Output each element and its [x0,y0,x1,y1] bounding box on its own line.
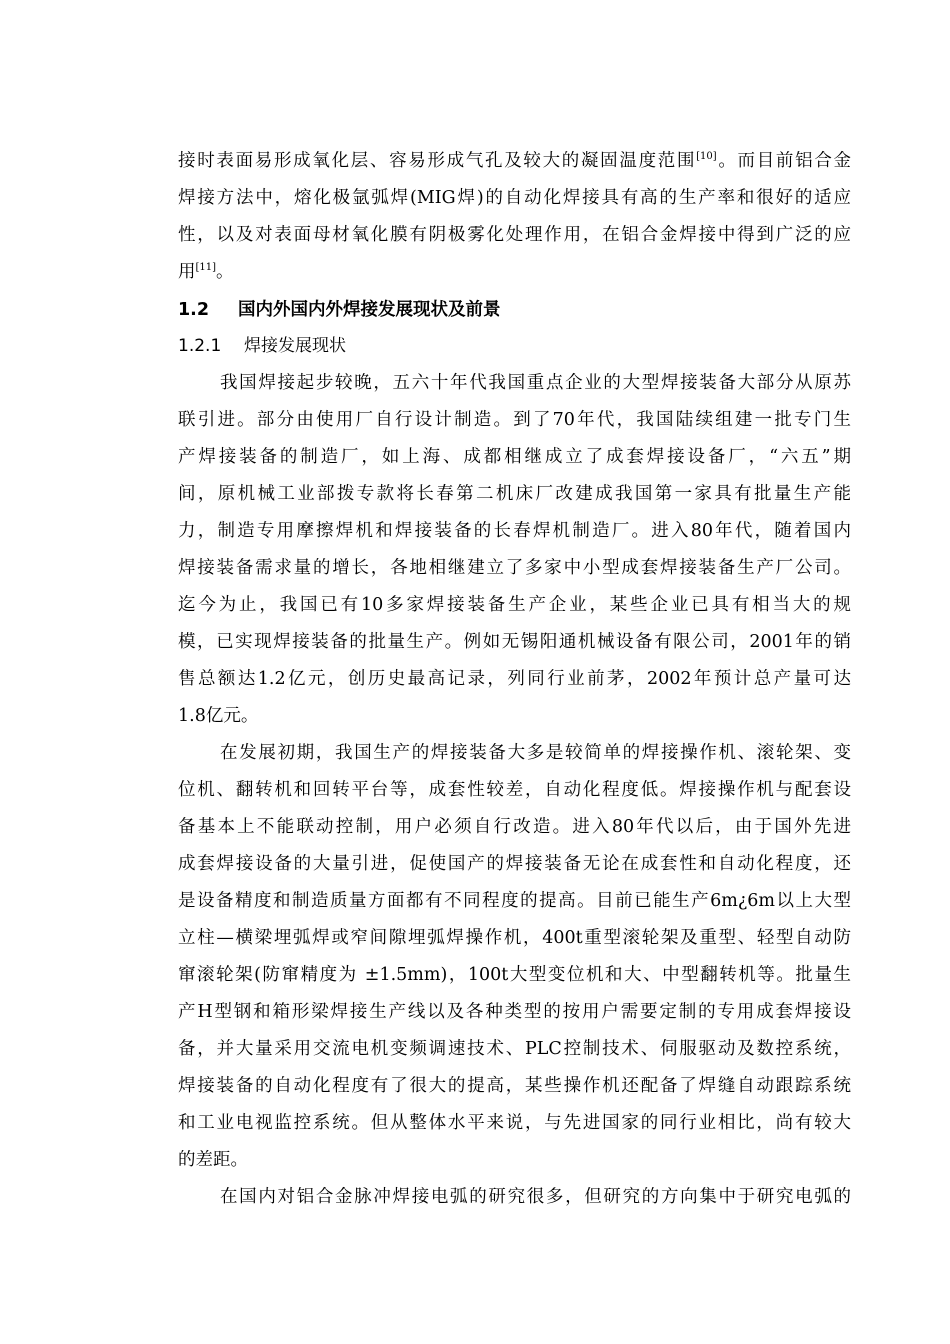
p1-line-9: 售总额达1.2亿元，创历史最高记录，列同行业前茅，2002年预计总产量可达 [178,669,851,689]
p1-line-6: 焊接装备需求量的增长，各地相继建立了多家中小型成套焊接装备生产厂公司。 [178,558,851,578]
subsection-heading [178,335,346,357]
intro-line-3: 性，以及对表面母材氧化膜有阴极雾化处理作用，在铝合金焊接中得到广泛的应 [178,225,851,245]
p2-line-3: 备基本上不能联动控制，用户必须自行改造。进入80年代以后，由于国外先进 [178,817,851,837]
p2-line-9: 备，并大量采用交流电机变频调速技术、PLC控制技术、伺服驱动及数控系统， [178,1039,851,1059]
p2-line-5: 是设备精度和制造质量方面都有不同程度的提高。目前已能生产6m¿6m以上大型 [178,891,851,911]
p2-line-7: 窜滚轮架(防窜精度为 ±1.5mm)，100t大型变位机和大、中型翻转机等。批量生 [178,965,851,985]
p1-line-7: 迄今为止，我国已有10多家焊接装备生产企业，某些企业已具有相当大的规 [178,595,851,615]
p1-line-3: 产焊接装备的制造厂，如上海、成都相继成立了成套焊接设备厂，“六五”期 [178,447,851,467]
p1-line-8: 模，已实现焊接装备的批量生产。例如无锡阳通机械设备有限公司，2001年的销 [178,632,851,652]
p2-line-8: 产H型钢和箱形梁焊接生产线以及各种类型的按用户需要定制的专用成套焊接设 [178,1002,851,1022]
p2-line-10: 焊接装备的自动化程度有了很大的提高，某些操作机还配备了焊缝自动跟踪系统 [178,1076,851,1096]
intro-line-1-tail: 。而目前铝合金 [716,151,852,171]
p2-line-2: 位机、翻转机和回转平台等，成套性较差，自动化程度低。焊接操作机与配套设 [178,780,851,800]
intro-line-4-text: 用 [178,262,196,282]
p2-line-1: 在发展初期，我国生产的焊接装备大多是较简单的焊接操作机、滚轮架、变 [220,743,851,763]
p2-line-12: 的差距。 [178,1150,248,1170]
p3-line-1: 在国内对铝合金脉冲焊接电弧的研究很多，但研究的方向集中于研究电弧的 [220,1187,851,1207]
p1-line-2: 联引进。部分由使用厂自行设计制造。到了70年代，我国陆续组建一批专门生 [178,410,851,430]
p2-line-6: 立柱—横梁埋弧焊或窄间隙埋弧焊操作机，400t重型滚轮架及重型、轻型自动防 [178,928,851,948]
p1-line-5: 力，制造专用摩擦焊机和焊接装备的长春焊机制造厂。进入80年代，随着国内 [178,521,851,541]
p2-line-11: 和工业电视监控系统。但从整体水平来说，与先进国家的同行业相比，尚有较大 [178,1113,851,1133]
intro-line-1 [178,150,851,172]
p1-line-4: 间，原机械工业部拨专款将长春第二机床厂改建成我国第一家具有批量生产能 [178,484,851,504]
section-title: 国内外国内外焊接发展现状及前景 [238,300,501,320]
subsection-number: 1.2.1 [178,336,222,356]
intro-line-1-text: 接时表面易形成氧化层、容易形成气孔及较大的凝固温度范围 [178,151,697,171]
section-heading [178,299,501,321]
intro-line-4-tail: 。 [216,262,234,282]
citation-11: [11] [195,262,217,274]
section-number: 1.2 [178,300,210,320]
p2-line-4: 成套焊接设备的大量引进，促使国产的焊接装备无论在成套性和自动化程度，还 [178,854,851,874]
p1-line-10: 1.8亿元。 [178,706,259,726]
intro-line-4 [178,261,234,283]
subsection-title: 焊接发展现状 [244,336,346,356]
citation-10: [10] [696,151,717,163]
intro-line-2: 焊接方法中，熔化极氩弧焊(MIG焊)的自动化焊接具有高的生产率和很好的适应 [178,188,851,208]
p1-line-1: 我国焊接起步较晚，五六十年代我国重点企业的大型焊接装备大部分从原苏 [220,373,851,393]
